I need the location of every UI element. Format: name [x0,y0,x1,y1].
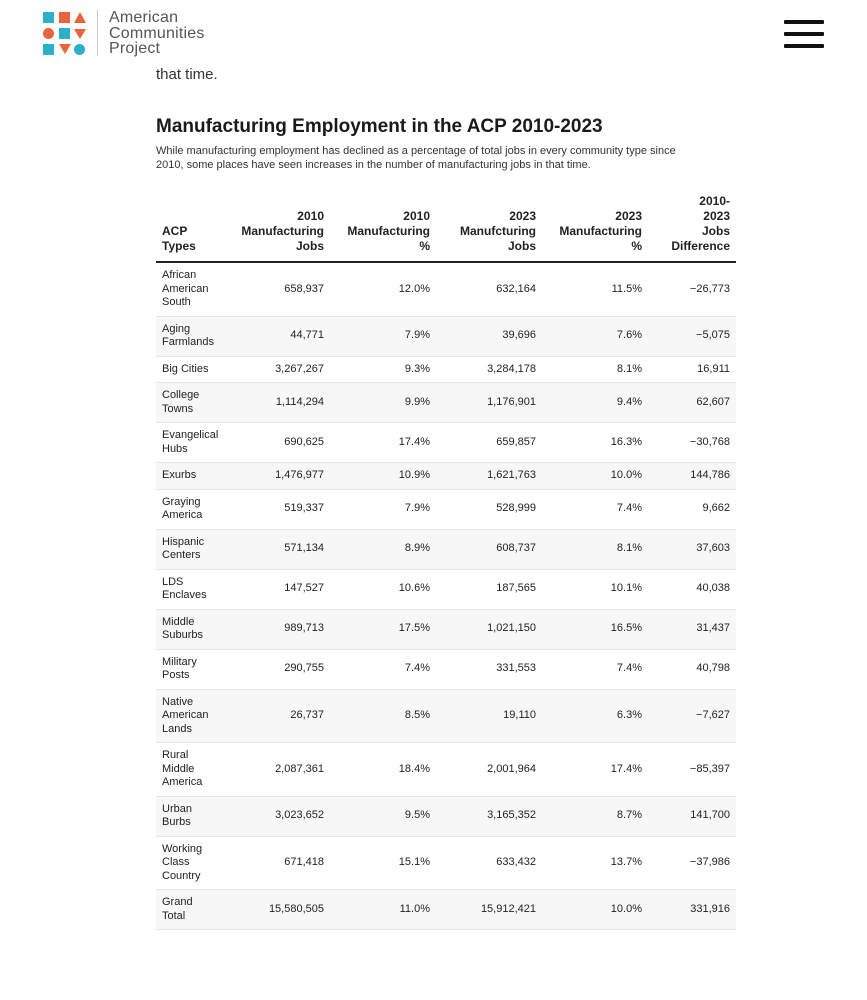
table-cell: 17.4% [542,743,648,797]
table-cell: 17.5% [330,609,436,649]
table-cell: 9.9% [330,383,436,423]
table-row [156,836,736,890]
row-label: Working Class Country [156,836,224,890]
table-cell: 659,857 [436,423,542,463]
column-header [542,190,648,262]
table-cell: 3,023,652 [224,796,330,836]
table-cell: 187,565 [436,569,542,609]
column-header-line: 2023 [509,209,536,223]
table-cell: 15,580,505 [224,890,330,930]
column-header-line: 2010 [297,209,324,223]
site-header [0,0,867,62]
column-header [436,190,542,262]
logo-line: American [109,9,179,26]
column-header-line: 2023 [703,209,730,223]
table-cell: 1,476,977 [224,463,330,490]
table-cell: 571,134 [224,529,330,569]
table-row [156,649,736,689]
table-cell: 13.7% [542,836,648,890]
table-cell: 8.7% [542,796,648,836]
table-cell: 7.4% [542,649,648,689]
table-cell: −85,397 [648,743,736,797]
table-row [156,383,736,423]
table-cell: 690,625 [224,423,330,463]
logo-divider [97,10,98,56]
table-row [156,890,736,930]
table-cell: 7.4% [330,649,436,689]
table-row [156,796,736,836]
table-header-row [156,190,736,262]
table-cell: 17.4% [330,423,436,463]
previous-paragraph-fragment: that time. [156,66,218,83]
row-label: Grand Total [156,890,224,930]
row-label: Evangelical Hubs [156,423,224,463]
table-cell: 7.9% [330,489,436,529]
column-header-line: 2023 [615,209,642,223]
table-cell: 39,696 [436,316,542,356]
table-cell: 37,603 [648,529,736,569]
column-header [156,190,224,262]
row-label: African American South [156,262,224,316]
table-cell: 290,755 [224,649,330,689]
table-cell: 15.1% [330,836,436,890]
section-description: While manufacturing employment has declined as a percentage of total jobs in every community type since 2010, some places have seen increases in the number of manufacturing jobs in that time. [156,145,676,171]
row-label: Aging Farmlands [156,316,224,356]
row-label: Middle Suburbs [156,609,224,649]
table-cell: 8.1% [542,529,648,569]
table-cell: 31,437 [648,609,736,649]
column-header [330,190,436,262]
column-header-line: Manufacturing [241,224,324,238]
table-row [156,463,736,490]
table-cell: 16.5% [542,609,648,649]
table-cell: 3,267,267 [224,356,330,383]
table-cell: −37,986 [648,836,736,890]
table-cell: 1,114,294 [224,383,330,423]
row-label: Big Cities [156,356,224,383]
table-cell: 10.0% [542,463,648,490]
table-cell: 8.5% [330,689,436,743]
table-row [156,689,736,743]
table-cell: 2,001,964 [436,743,542,797]
table-cell: 26,737 [224,689,330,743]
table-cell: 40,798 [648,649,736,689]
table-cell: 11.5% [542,262,648,316]
table-cell: 144,786 [648,463,736,490]
table-cell: 62,607 [648,383,736,423]
table-cell: 1,176,901 [436,383,542,423]
table-row [156,743,736,797]
table-cell: 44,771 [224,316,330,356]
table-cell: 8.9% [330,529,436,569]
table-cell: −7,627 [648,689,736,743]
table-cell: 633,432 [436,836,542,890]
table-cell: 147,527 [224,569,330,609]
row-label: College Towns [156,383,224,423]
table-cell: 9.4% [542,383,648,423]
table-cell: 1,021,150 [436,609,542,649]
table-cell: 3,284,178 [436,356,542,383]
table-cell: 10.1% [542,569,648,609]
row-label: Exurbs [156,463,224,490]
table-cell: 7.4% [542,489,648,529]
table-cell: 9.5% [330,796,436,836]
logo-wordmark [109,10,205,57]
row-label: Military Posts [156,649,224,689]
table-cell: 519,337 [224,489,330,529]
column-header-line: 2010- [699,194,730,208]
table-cell: 19,110 [436,689,542,743]
column-header-line: ACP [162,224,188,238]
column-header-line: Manufcturing [460,224,536,238]
column-header [224,190,330,262]
acp-logo[interactable] [42,10,205,57]
table-cell: 40,038 [648,569,736,609]
row-label: Graying America [156,489,224,529]
table-cell: 6.3% [542,689,648,743]
table-cell: 658,937 [224,262,330,316]
logo-mark-icon [42,11,86,55]
table-row [156,489,736,529]
table-cell: 12.0% [330,262,436,316]
employment-table-scroll[interactable] [156,190,730,1000]
column-header-line: Jobs [507,239,536,253]
table-cell: 632,164 [436,262,542,316]
table-cell: 11.0% [330,890,436,930]
row-label: Rural Middle America [156,743,224,797]
table-cell: 7.9% [330,316,436,356]
table-cell: 9.3% [330,356,436,383]
row-label: Native American Lands [156,689,224,743]
column-header-line: % [419,239,430,253]
table-cell: 18.4% [330,743,436,797]
table-row [156,356,736,383]
table-row [156,529,736,569]
column-header-line: Jobs [295,239,324,253]
logo-line: Project [109,40,161,57]
table-cell: 10.6% [330,569,436,609]
column-header-line: Manufacturing [347,224,430,238]
section-title: Manufacturing Employment in the ACP 2010-2023 [156,116,603,137]
table-row [156,569,736,609]
table-cell: 608,737 [436,529,542,569]
table-body [156,262,736,930]
table-row [156,262,736,316]
column-header-line: Jobs [701,224,730,238]
table-cell: 141,700 [648,796,736,836]
row-label: Hispanic Centers [156,529,224,569]
row-label: LDS Enclaves [156,569,224,609]
table-cell: 15,912,421 [436,890,542,930]
column-header [648,190,736,262]
table-row [156,609,736,649]
table-cell: 7.6% [542,316,648,356]
table-cell: 528,999 [436,489,542,529]
row-label: Urban Burbs [156,796,224,836]
column-header-line: 2010 [403,209,430,223]
table-cell: −5,075 [648,316,736,356]
column-header-line: Types [162,239,196,253]
logo-line: Communities [109,24,205,42]
table-cell: 3,165,352 [436,796,542,836]
table-cell: 2,087,361 [224,743,330,797]
column-header-line: % [631,239,642,253]
table-cell: 10.0% [542,890,648,930]
hamburger-menu-icon[interactable] [784,20,824,48]
table-cell: 1,621,763 [436,463,542,490]
table-cell: 331,553 [436,649,542,689]
table-cell: 671,418 [224,836,330,890]
table-cell: −30,768 [648,423,736,463]
table-cell: 10.9% [330,463,436,490]
table-row [156,316,736,356]
table-cell: 9,662 [648,489,736,529]
table-cell: 16,911 [648,356,736,383]
table-cell: 989,713 [224,609,330,649]
table-cell: 16.3% [542,423,648,463]
column-header-line: Difference [671,239,730,253]
column-header-line: Manufacturing [559,224,642,238]
employment-table [156,190,736,930]
table-row [156,423,736,463]
table-cell: −26,773 [648,262,736,316]
table-cell: 8.1% [542,356,648,383]
table-cell: 331,916 [648,890,736,930]
